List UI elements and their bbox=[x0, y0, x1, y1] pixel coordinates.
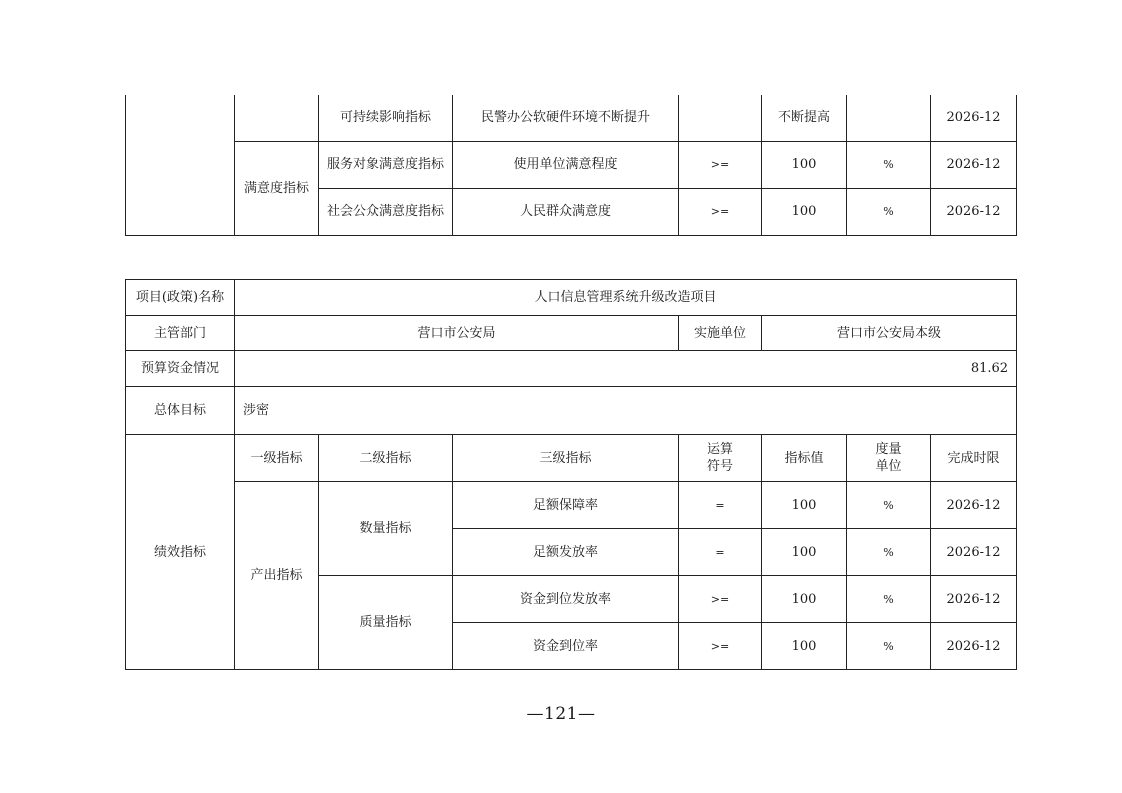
table-row bbox=[126, 95, 1017, 141]
table-row bbox=[126, 482, 1017, 529]
deadline-cell: 2026-12 bbox=[931, 188, 1017, 235]
indicator-content: 使用单位满意程度 bbox=[453, 141, 679, 188]
unit-cell: % bbox=[847, 529, 931, 576]
header-value: 指标值 bbox=[762, 435, 847, 482]
header-unit bbox=[847, 435, 931, 482]
level1-indicator: 产出指标 bbox=[235, 482, 319, 670]
impl-value: 营口市公安局本级 bbox=[762, 316, 1017, 351]
level2-indicator: 数量指标 bbox=[319, 482, 453, 576]
operator-cell: >= bbox=[679, 576, 762, 623]
deadline-cell: 2026-12 bbox=[931, 482, 1017, 529]
deadline-cell: 2026-12 bbox=[931, 141, 1017, 188]
deadline-cell: 2026-12 bbox=[931, 623, 1017, 670]
level3-indicator: 足额保障率 bbox=[453, 482, 679, 529]
unit-cell: % bbox=[847, 623, 931, 670]
level3-indicator: 资金到位率 bbox=[453, 623, 679, 670]
header-level1: 一级指标 bbox=[235, 435, 319, 482]
deadline-cell: 2026-12 bbox=[931, 576, 1017, 623]
header-deadline: 完成时限 bbox=[931, 435, 1017, 482]
indicator-value: 100 bbox=[762, 529, 847, 576]
indicator-value: 100 bbox=[762, 623, 847, 670]
indicator-content: 人民群众满意度 bbox=[453, 188, 679, 235]
header-level2: 二级指标 bbox=[319, 435, 453, 482]
level2-indicator: 质量指标 bbox=[319, 576, 453, 670]
level3-indicator: 资金到位发放率 bbox=[453, 576, 679, 623]
deadline-cell: 2026-12 bbox=[931, 95, 1017, 141]
project-name-label: 项目(政策)名称 bbox=[126, 280, 235, 316]
perf-section-label: 绩效指标 bbox=[126, 435, 235, 670]
page-number: —121— bbox=[526, 704, 596, 724]
operator-cell: >= bbox=[679, 188, 762, 235]
indicator-content: 民警办公软硬件环境不断提升 bbox=[453, 95, 679, 141]
goal-value: 涉密 bbox=[235, 387, 1017, 435]
level3-indicator: 足额发放率 bbox=[453, 529, 679, 576]
budget-label: 预算资金情况 bbox=[126, 351, 235, 387]
blank-cell bbox=[126, 95, 235, 235]
unit-cell: % bbox=[847, 482, 931, 529]
unit-cell: % bbox=[847, 141, 931, 188]
table-row bbox=[126, 141, 1017, 188]
table-header-row bbox=[126, 435, 1017, 482]
unit-cell: % bbox=[847, 188, 931, 235]
operator-cell: >= bbox=[679, 141, 762, 188]
dept-value: 营口市公安局 bbox=[235, 316, 679, 351]
table-row bbox=[126, 387, 1017, 435]
header-level3: 三级指标 bbox=[453, 435, 679, 482]
table-row bbox=[126, 280, 1017, 316]
project-performance-table bbox=[125, 279, 1017, 670]
unit-cell: % bbox=[847, 576, 931, 623]
budget-value: 81.62 bbox=[235, 351, 1017, 387]
operator-cell: = bbox=[679, 482, 762, 529]
project-name: 人口信息管理系统升级改造项目 bbox=[235, 280, 1017, 316]
operator-cell: >= bbox=[679, 623, 762, 670]
unit-cell bbox=[847, 95, 931, 141]
header-operator bbox=[679, 435, 762, 482]
header-operator-text: 运算符号 bbox=[706, 442, 733, 474]
dept-label: 主管部门 bbox=[126, 316, 235, 351]
indicator-value: 100 bbox=[762, 141, 847, 188]
indicator-value: 100 bbox=[762, 576, 847, 623]
header-unit-text: 度量单位 bbox=[875, 442, 902, 474]
operator-cell bbox=[679, 95, 762, 141]
operator-cell: = bbox=[679, 529, 762, 576]
indicator-value: 100 bbox=[762, 188, 847, 235]
deadline-cell: 2026-12 bbox=[931, 529, 1017, 576]
impl-label: 实施单位 bbox=[679, 316, 762, 351]
level2-indicator: 满意度指标 bbox=[235, 141, 319, 235]
level3-indicator: 可持续影响指标 bbox=[319, 95, 453, 141]
performance-table-continued bbox=[125, 95, 1017, 236]
level3-indicator: 社会公众满意度指标 bbox=[319, 188, 453, 235]
level3-indicator: 服务对象满意度指标 bbox=[319, 141, 453, 188]
table-row bbox=[126, 316, 1017, 351]
table-row bbox=[126, 351, 1017, 387]
indicator-value: 不断提高 bbox=[762, 95, 847, 141]
blank-cell bbox=[235, 95, 319, 141]
indicator-value: 100 bbox=[762, 482, 847, 529]
goal-label: 总体目标 bbox=[126, 387, 235, 435]
